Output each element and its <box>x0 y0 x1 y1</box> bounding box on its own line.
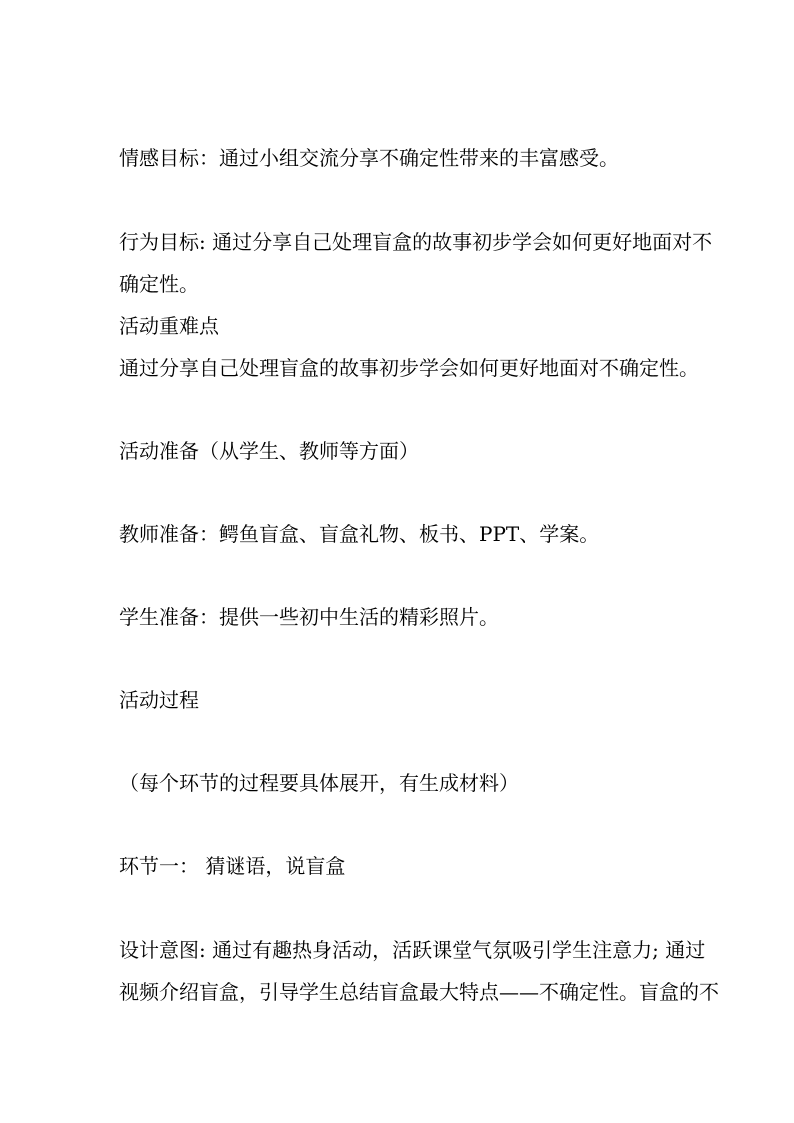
affective-goal-text: 情感目标：通过小组交流分享不确定性带来的丰富感受。 <box>119 146 619 170</box>
student-preparation-text: 学生准备：提供一些初中生活的精彩照片。 <box>119 605 499 629</box>
teacher-preparation-text: 教师准备：鳄鱼盲盒、盲盒礼物、板书、PPT、学案。 <box>119 522 600 546</box>
behavior-goal-text-continued: 确定性。 <box>119 272 199 296</box>
design-intent-text-continued: 视频介绍盲盒，引导学生总结盲盒最大特点——不确定性。盲盒的不 <box>119 980 719 1004</box>
section-heading-process: 活动过程 <box>119 688 199 712</box>
behavior-goal-text: 行为目标: 通过分享自己处理盲盒的故事初步学会如何更好地面对不 <box>119 230 713 254</box>
process-note-text: （每个环节的过程要具体展开，有生成材料） <box>119 771 519 795</box>
key-difficulty-text: 通过分享自己处理盲盒的故事初步学会如何更好地面对不确定性。 <box>119 356 699 380</box>
section-heading-preparation: 活动准备（从学生、教师等方面） <box>119 439 419 463</box>
section-heading-key-difficulty: 活动重难点 <box>119 314 219 338</box>
design-intent-text: 设计意图: 通过有趣热身活动，活跃课堂气氛吸引学生注意力; 通过 <box>119 938 706 962</box>
step-one-heading: 环节一： 猜谜语，说盲盒 <box>119 854 346 878</box>
